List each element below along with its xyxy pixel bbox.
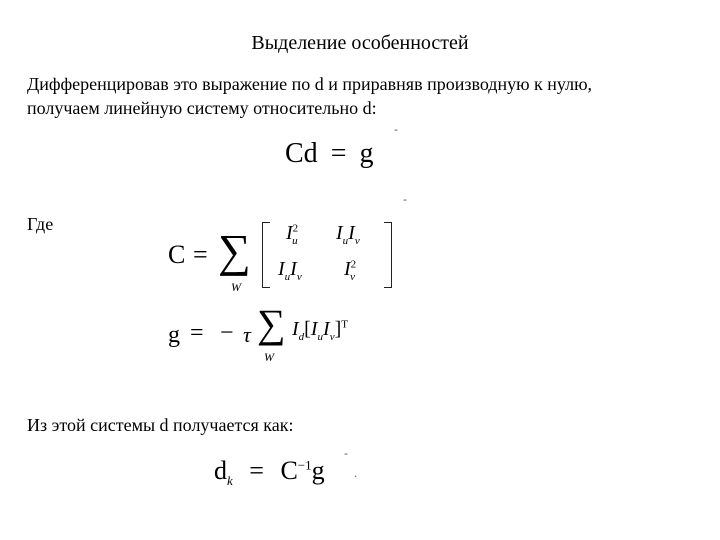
system-eq: = [330,138,347,169]
solution-g: g [311,456,325,485]
solution-c-sup: −1 [297,457,312,473]
c-lhs: C [168,240,186,269]
m12-b-sub: v [354,235,360,247]
equation-solution [214,456,325,489]
dash-mark-2: - [403,192,407,206]
m11-sub: u [292,235,298,247]
g-sum-subscript: W [264,350,274,364]
dot-mark: . [354,466,357,480]
m22-sup: 2 [350,258,357,271]
m21-b-sub: v [296,271,302,283]
m21-a-sub: u [284,271,291,283]
solution-eq: = [249,456,264,485]
m22-base: I [344,258,351,280]
m12-b: I [348,222,355,244]
matrix-cell-11 [286,222,298,247]
matrix-cell-22 [344,258,355,283]
m11-sup: 2 [292,222,299,235]
g-minus: − [220,320,234,346]
g-i2: I [310,318,318,340]
solution-lhs: d [214,456,227,485]
g-tau: τ [243,322,251,347]
conclusion-text: Из этой системы d получается как: [27,415,294,435]
g-sum-symbol: ∑ [257,301,286,346]
g-i1-sub: d [298,331,305,343]
matrix-right-bracket [384,222,392,288]
g-product: $I_d[I_uI_v]^T$ [292,318,348,343]
g-i1: I [292,318,299,340]
system-lhs: Cd [285,138,318,169]
g-transpose: T [341,318,348,331]
where-label: Где [27,214,54,234]
c-eq: = [193,240,208,269]
equation-system [285,138,373,170]
m22-sub: v [350,271,356,283]
m21-a: I [278,258,285,280]
c-sum-symbol: ∑ [218,225,251,276]
paragraph-line-1: Дифференцировав это выражение по d и приравняв производную к нулю, [27,74,593,94]
solution-c: C [280,456,298,485]
g-lhs: g [168,322,180,348]
dash-mark-1: - [394,122,398,136]
matrix-left-bracket [262,222,270,288]
slide-title: Выделение особенностей [251,32,469,54]
m21-b: I [290,258,297,280]
matrix-cell-12 [336,222,360,247]
g-eq: = [190,320,204,346]
g-i2-sub: u [317,331,324,343]
m11-base: I [286,222,293,244]
m12-a-sub: u [342,235,349,247]
matrix-cell-21 [278,258,302,283]
paragraph-line-2: получаем линейную систему относительно d: [27,98,377,118]
g-i3-sub: v [329,331,335,343]
solution-lhs-sub: k [227,473,233,489]
system-rhs: g [359,138,374,169]
dash-mark-3: - [344,446,348,460]
m12-a: I [336,222,343,244]
c-sum-subscript: W [231,280,241,294]
g-i3: I [323,318,330,340]
